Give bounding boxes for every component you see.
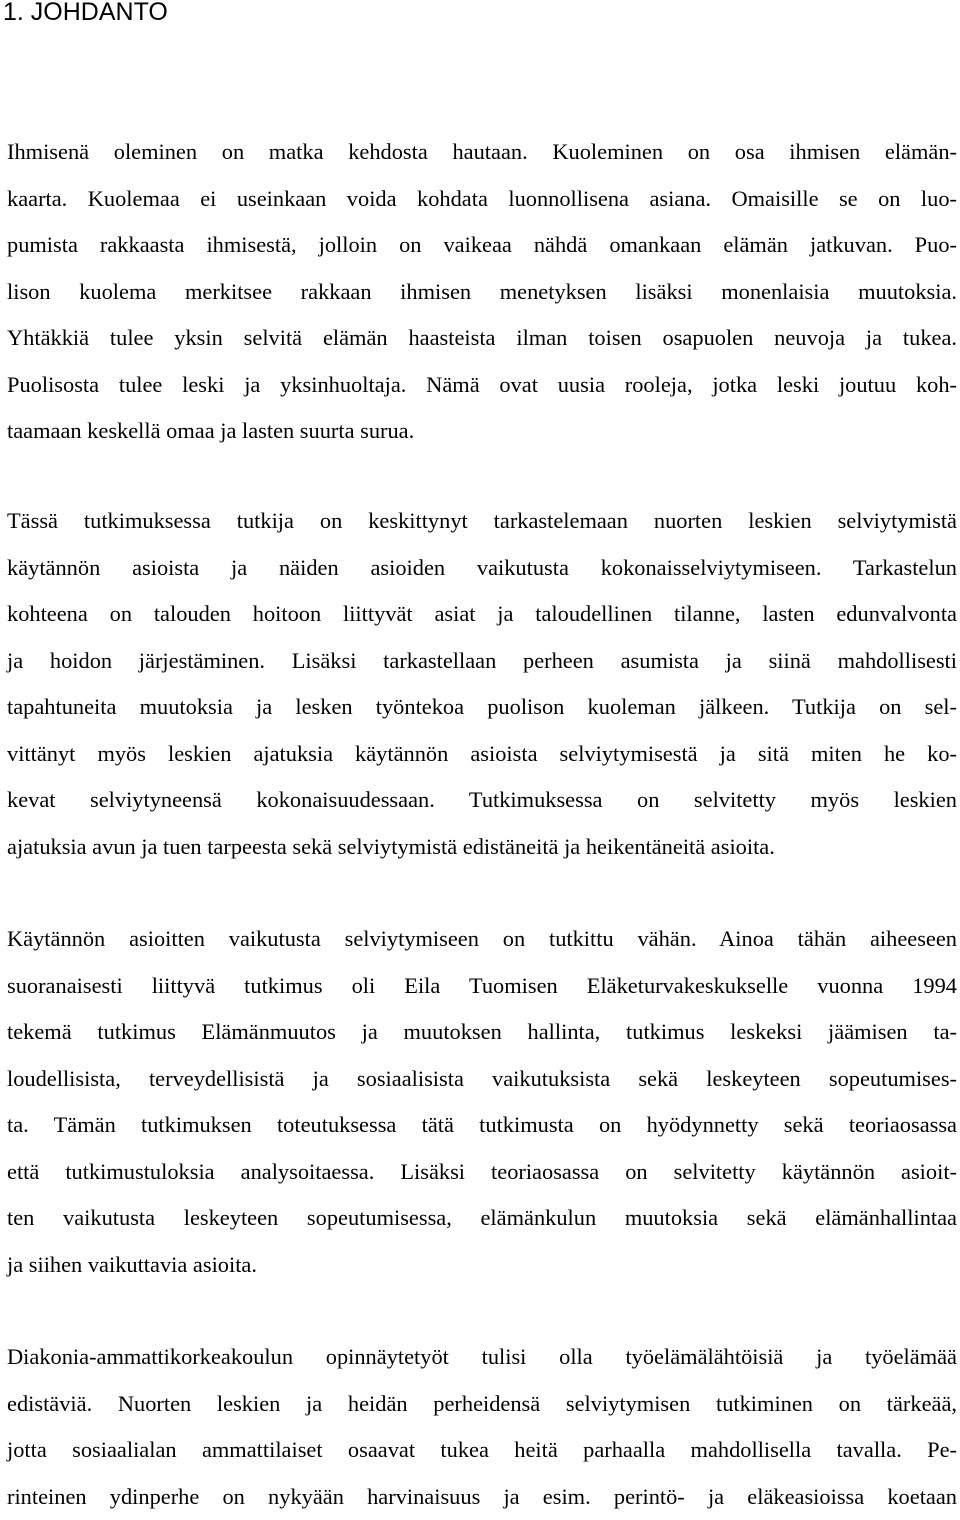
text-line: edistäviä. Nuorten leskien ja heidän perheidensä selviytymisen tutkiminen on tärkeää, [7,1381,957,1428]
paragraph-introduction [7,129,957,455]
text-line: vittänyt myös leskien ajatuksia käytännön asioista selviytymisestä ja sitä miten he ko- [7,731,957,778]
text-line: ja siihen vaikuttavia asioita. [7,1242,957,1289]
paragraph-relevance [7,1334,957,1520]
text-line: suoranaisesti liittyvä tutkimus oli Eila Tuomisen Eläketurvakeskukselle vuonna 1994 [7,963,957,1010]
text-line: loudellisista, terveydellisistä ja sosiaalisista vaikutuksista sekä leskeyteen sopeutumises- [7,1056,957,1103]
text-line: jotta sosiaalialan ammattilaiset osaavat tukea heitä parhaalla mahdollisella tavalla. Pe- [7,1427,957,1474]
text-line: Tässä tutkimuksessa tutkija on keskittynyt tarkastelemaan nuorten leskien selviytymistä [7,498,957,545]
paragraph-prior-research [7,916,957,1288]
text-line: kohteena on talouden hoitoon liittyvät asiat ja taloudellinen tilanne, lasten edunvalvonta [7,591,957,638]
text-line: että tutkimustuloksia analysoitaessa. Lisäksi teoriaosassa on selvitetty käytännön asioit- [7,1149,957,1196]
text-line: rinteinen ydinperhe on nykyään harvinaisuus ja esim. perintö- ja eläkeasioissa koetaan [7,1474,957,1520]
text-line: Ihmisenä oleminen on matka kehdosta hautaan. Kuoleminen on osa ihmisen elämän- [7,129,957,176]
text-line: lison kuolema merkitsee rakkaan ihmisen menetyksen lisäksi monenlaisia muutoksia. [7,269,957,316]
text-line: tapahtuneita muutoksia ja lesken työntekoa puolison kuoleman jälkeen. Tutkija on sel- [7,684,957,731]
text-line: ja hoidon järjestäminen. Lisäksi tarkastellaan perheen asumista ja siinä mahdollisesti [7,638,957,685]
text-line: ten vaikutusta leskeyteen sopeutumisessa, elämänkulun muutoksia sekä elämänhallintaa [7,1195,957,1242]
chapter-heading: 1. JOHDANTO [3,0,168,30]
paragraph-research-focus [7,498,957,870]
text-line: pumista rakkaasta ihmisestä, jolloin on vaikeaa nähdä omankaan elämän jatkuvan. Puo- [7,222,957,269]
text-line: tekemä tutkimus Elämänmuutos ja muutoksen hallinta, tutkimus leskeksi jäämisen ta- [7,1009,957,1056]
text-line: ajatuksia avun ja tuen tarpeesta sekä selviytymistä edistäneitä ja heikentäneitä asioita. [7,824,957,871]
text-line: kevat selviytyneensä kokonaisuudessaan. Tutkimuksessa on selvitetty myös leskien [7,777,957,824]
text-line: Puolisosta tulee leski ja yksinhuoltaja. Nämä ovat uusia rooleja, jotka leski joutuu koh- [7,362,957,409]
text-line: kaarta. Kuolemaa ei useinkaan voida kohdata luonnollisena asiana. Omaisille se on luo- [7,176,957,223]
text-line: taamaan keskellä omaa ja lasten suurta surua. [7,408,957,455]
text-line: Diakonia-ammattikorkeakoulun opinnäytetyöt tulisi olla työelämälähtöisiä ja työelämää [7,1334,957,1381]
text-line: ta. Tämän tutkimuksen toteutuksessa tätä tutkimusta on hyödynnetty sekä teoriaosassa [7,1102,957,1149]
text-line: käytännön asioista ja näiden asioiden vaikutusta kokonaisselviytymiseen. Tarkastelun [7,545,957,592]
text-line: Käytännön asioitten vaikutusta selviytymiseen on tutkittu vähän. Ainoa tähän aiheeseen [7,916,957,963]
text-line: Yhtäkkiä tulee yksin selvitä elämän haasteista ilman toisen osapuolen neuvoja ja tukea. [7,315,957,362]
